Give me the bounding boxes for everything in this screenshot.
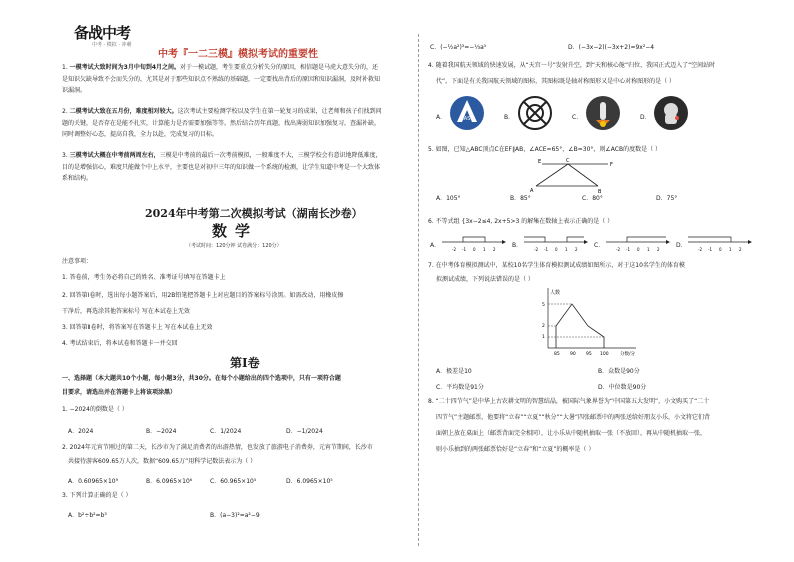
q8-line1: 8. “二十四节气”是中华上古农耕文明的智慧结晶，被国际气象界誉为“中国第五大发明”，小文购买了“二十 <box>428 398 710 405</box>
q1-option-c: C．1/2024 <box>210 428 242 435</box>
svg-text:-2: -2 <box>616 247 620 252</box>
x-axis-label: 分数/分 <box>620 352 636 356</box>
svg-text:1: 1 <box>483 247 486 252</box>
column-divider <box>418 34 419 546</box>
svg-text:-1: -1 <box>462 247 466 252</box>
svg-text:-1: -1 <box>708 247 712 252</box>
svg-text:1: 1 <box>729 247 732 252</box>
q7-option-a: A．极差是10 <box>436 368 472 375</box>
svg-text:CASC: CASC <box>460 116 474 122</box>
y-axis-label: 人数 <box>550 290 561 296</box>
note-item-2-cont: 干净后，再选涂其他答案标号 写在本试卷上无效 <box>62 308 190 315</box>
q4-line1: 4. 随着我国航天领域的快速发展，从“天宫一号”发射升空，到“天和核心舱”归位，我国正式迈入了“空间站时 <box>428 62 716 69</box>
q6-number-line-d <box>686 234 752 254</box>
section-heading-line1: 一、选择题（本大题共10个小题，每小题3分，共30分。在每个小题给出的四个选项中，只有一项符合题 <box>62 375 341 382</box>
svg-text:2: 2 <box>493 247 496 252</box>
q6-option-d-label: D． <box>676 242 687 249</box>
exam-title: 2024年中考第二次模拟考试（湖南长沙卷） <box>145 207 363 220</box>
svg-text:2: 2 <box>657 247 660 252</box>
intro-paragraph-3: 3. 三模考试大概在中考前两周左右，三模是中考前的最后一次考前模拟，一般难度不大，三模学校会有意识地降低难度，目的是增强信心，难度只能做个中上水平，主要也是对初中三年的知识做一个系统的检测，让学生知道中考是一个大致体系和结构。 <box>62 152 382 182</box>
note-item-2: 2. 回答第Ⅰ卷时，选出每小题答案后，用2B铅笔把答题卡上对应题目的答案标号涂黑。如需改动，用橡皮擦 <box>62 292 344 299</box>
x-tick-100: 100 <box>600 352 609 356</box>
svg-text:-2: -2 <box>534 247 538 252</box>
q6-number-line-c <box>604 234 670 254</box>
y-tick-5: 5 <box>542 303 545 308</box>
q1-option-d: D．−1/2024 <box>286 428 323 435</box>
svg-text:2: 2 <box>575 247 578 252</box>
q5-triangle-figure <box>528 156 624 196</box>
q3-option-d: D．(−3x−2)(−3x+2)=9x²−4 <box>568 44 655 51</box>
x-tick-85: 85 <box>554 352 560 356</box>
q4-option-c-label: C． <box>572 114 583 121</box>
brand-logo <box>74 22 146 48</box>
note-item-1: 1. 答卷前，考生务必将自己的姓名、准考证号填写在答题卡上 <box>62 274 226 281</box>
notice-title: 中考『一二三模』模拟考试的重要性 <box>158 49 318 60</box>
svg-text:0: 0 <box>719 247 722 252</box>
q3-option-a: A．b²÷b²=b³ <box>68 512 107 519</box>
q7-line1: 7. 在中考体育模拟测试中，某校10名学生体育模拟测试成绩如图所示，对于这10名学生的体育模 <box>428 262 685 269</box>
label-e: E <box>538 159 542 165</box>
q2-line1: 2. 2024年元宵节刚过的第二天，长沙市为了满足消费者的出游热情，也发放了旅游电子消费券，元宵节期间，长沙市 <box>62 444 373 451</box>
svg-text:-2: -2 <box>698 247 702 252</box>
y-tick-1: 1 <box>542 335 545 340</box>
label-b: B <box>598 189 602 195</box>
q6-option-b-label: B． <box>512 242 523 249</box>
q3-option-c: C．(−½a²)³=−⅓a⁵ <box>430 44 487 51</box>
volume-title: 第Ⅰ卷 <box>230 356 260 370</box>
q5-option-a: A．105° <box>436 195 461 202</box>
logo-text: 备战中考 <box>74 24 131 42</box>
q2-option-a: A．0.60965×10⁹ <box>68 478 118 485</box>
q1-stem: 1. −2024的倒数是（ ） <box>62 406 128 413</box>
q2-line2: 共接待游客609.65万人次，数据“609.65万”用科学记数法表示为（ ） <box>68 458 257 465</box>
q1-option-b: B．−2024 <box>146 428 177 435</box>
q8-line4: 则小乐抽到的两张邮票恰好是“立春”和“立夏”的概率是（ ） <box>436 446 595 453</box>
svg-text:-2: -2 <box>452 247 456 252</box>
q5-option-c: C．80° <box>582 195 603 202</box>
notes-heading: 注意事项： <box>62 258 93 265</box>
note-item-3: 3. 回答第Ⅱ卷时，将答案写在答题卡上 写在本试卷上无效 <box>62 324 213 331</box>
note-item-4: 4. 考试结束后，将本试卷和答题卡一并交回 <box>62 340 178 347</box>
q5-option-b: B．85° <box>510 195 531 202</box>
svg-text:-1: -1 <box>626 247 630 252</box>
q8-line3: 面朝上放在桌面上（邮票背面完全相同），让小乐从中随机抽取一张（不放回），再从中随机抽取一张， <box>436 430 707 437</box>
q7-option-d: D．中位数是90分 <box>598 384 647 391</box>
label-c: C <box>566 158 570 164</box>
section-heading-line2: 目要求，请选出并在答题卡上将该项涂黑） <box>62 389 177 396</box>
q2-option-c: C．60.965×10⁵ <box>210 478 257 485</box>
exam-meta: （考试时间：120分钟 试卷满分：120分） <box>186 243 282 249</box>
intro-paragraph-2: 2. 二模考试大致在五月份，难度相对较大。这次考试主要检测学校以及学生在第一轮复习的成果，让老师和孩子们找到问题的关键，是否存在是能不扎实，计算能力是否需要加强等等。然后结合历年真题，找出薄弱知识加强复习，查漏补缺。同时调整好心态，提高自我，全力以赴，完成复习的目标。 <box>62 108 382 138</box>
q6-stem: 6. 不等式组 {3x−2≤4, 2x+5>3 的解集在数轴上表示正确的是（ ） <box>428 218 614 225</box>
logo-subtext: 中考 · 模拟 · 冲刺 <box>92 42 132 48</box>
q1-option-a: A．2024 <box>68 428 94 435</box>
q6-option-a-label: A． <box>430 242 441 249</box>
q7-option-b: B．众数是90分 <box>598 368 640 375</box>
q8-line2: 四节气”主题邮票，他要将“立春”“立夏”“秋分”“大暑”四张邮票中的两张送给好朋友小乐，小文将它们背 <box>436 414 710 421</box>
intro-paragraph-1: 1. 一模考试大致时间为3月中旬到4月之间。对于一模试题，考生要重点分析失分的原因，相信题是马虎大意失分的，还是知识欠缺导致不会而失分的，尤其是对于那些知识点不熟练的基础题，一定要找出背后的原因和知识漏洞，及时补救知识漏洞。 <box>62 64 381 94</box>
svg-text:1: 1 <box>565 247 568 252</box>
x-tick-95: 95 <box>586 352 592 356</box>
line-ac <box>536 164 568 186</box>
label-a: A <box>530 188 534 194</box>
svg-text:-1: -1 <box>544 247 548 252</box>
q5-option-d: D．75° <box>656 195 678 202</box>
astronaut-icon <box>654 96 688 130</box>
q4-option-d-label: D． <box>640 114 651 121</box>
frequency-polygon <box>556 304 604 348</box>
q4-line2: 代”。下面是有关我国航天领域的图标，其图标既是轴对称图形又是中心对称图形的是（ ） <box>436 78 676 85</box>
q2-option-b: B．6.0965×10⁶ <box>146 478 193 485</box>
q7-line2: 拟测试成绩，下列说法错误的是（ ） <box>436 276 534 283</box>
q6-number-line-a <box>440 234 506 254</box>
q3-stem: 3. 下列计算正确的是（ ） <box>62 492 132 499</box>
svg-text:1: 1 <box>647 247 650 252</box>
q6-number-line-b <box>522 234 588 254</box>
q7-frequency-chart <box>536 284 646 356</box>
rocket-launch-icon <box>586 96 620 130</box>
casc-logo-icon <box>450 96 484 130</box>
q3-option-b: B．(a−3)²=a²−9 <box>210 512 260 519</box>
q4-option-b-label: B． <box>504 114 515 121</box>
svg-text:0: 0 <box>637 247 640 252</box>
ring-emblem-icon <box>518 96 552 130</box>
svg-text:0: 0 <box>555 247 558 252</box>
svg-text:2: 2 <box>739 247 742 252</box>
q7-option-c: C．平均数是91分 <box>436 384 484 391</box>
q6-option-c-label: C． <box>594 242 605 249</box>
x-tick-90: 90 <box>570 352 576 356</box>
line-cb <box>568 164 598 186</box>
svg-text:0: 0 <box>473 247 476 252</box>
label-f: F <box>610 162 613 168</box>
y-tick-2: 2 <box>542 324 545 329</box>
q5-stem: 5. 如图，已知△ABC顶点C在EF∥AB，∠ACE=65°，∠B=30°，则∠ACB的度数是（ ） <box>428 146 661 153</box>
q4-option-a-label: A． <box>436 114 447 121</box>
exam-subject: 数学 <box>212 222 259 240</box>
q2-option-d: D．6.0965×10⁵ <box>286 478 333 485</box>
